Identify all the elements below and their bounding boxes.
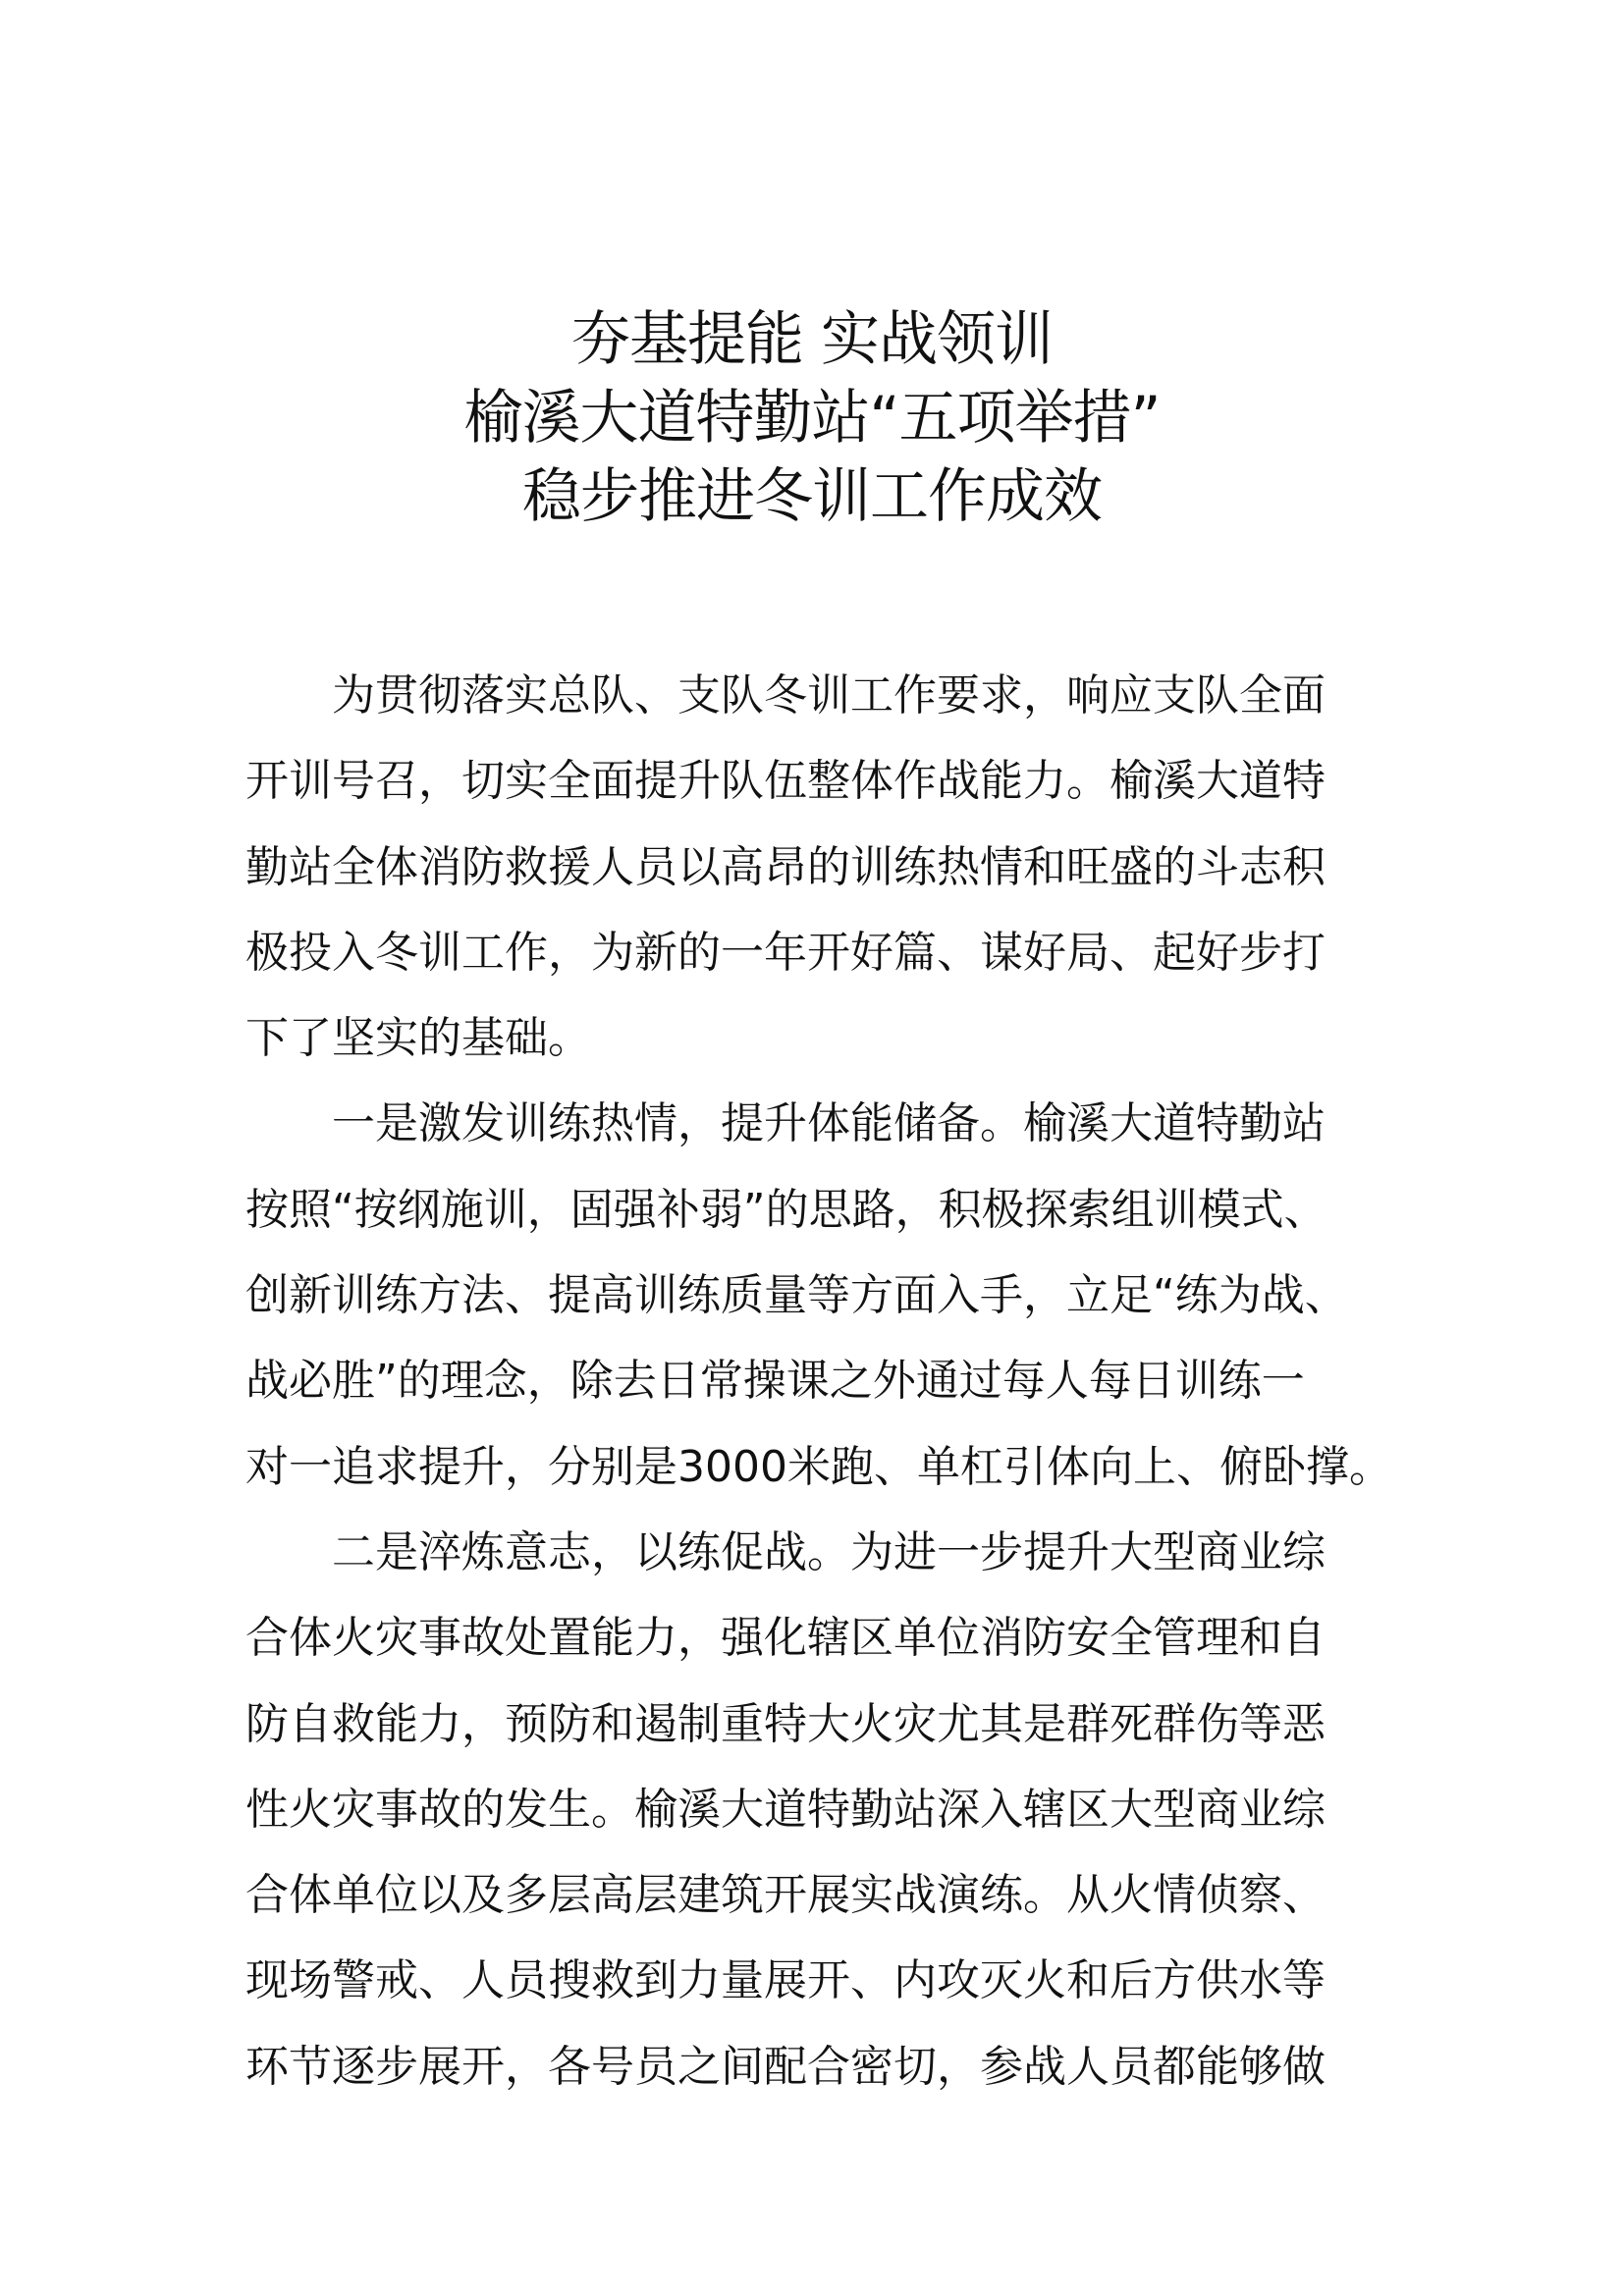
paragraph-line: 合体单位以及多层高层建筑开展实战演练。从火情侦察、 [245, 1870, 1326, 1921]
paragraph-line: 极投入冬训工作，为新的一年开好篇、谋好局、起好步打 [245, 927, 1326, 978]
paragraph-line: 防自救能力，预防和遏制重特大火灾尤其是群死群伤等恶 [245, 1698, 1326, 1749]
paragraph-line: 对一追求提升，分别是3000米跑、单杠引体向上、俯卧撑。 [245, 1441, 1392, 1492]
document-body [245, 653, 1404, 2109]
title-line-2: 榆溪大道特勤站“五项举措” [463, 384, 1161, 453]
paragraph-line: 下了坚实的基础。 [245, 1013, 591, 1064]
paragraph-line: 创新训练方法、提高训练质量等方面入手，立足“练为战、 [245, 1270, 1348, 1321]
paragraph-line: 性火灾事故的发生。榆溪大道特勤站深入辖区大型商业综 [245, 1784, 1326, 1835]
paragraph-line: 一是激发训练热情，提升体能储备。榆溪大道特勤站 [332, 1098, 1326, 1149]
paragraph-line: 环节逐步展开，各号员之间配合密切，参战人员都能够做 [245, 2041, 1326, 2092]
paragraph-line: 按照“按纲施训，固强补弱”的思路，积极探索组训模式、 [245, 1184, 1327, 1235]
title-line-1: 夯基提能 实战领训 [570, 305, 1054, 374]
paragraph-line: 勤站全体消防救援人员以高昂的训练热情和旺盛的斗志积 [245, 841, 1326, 892]
paragraph-line: 现场警戒、人员搜救到力量展开、内攻灭火和后方供水等 [245, 1955, 1326, 2006]
paragraph-measure-two [245, 1510, 1404, 2109]
paragraph-line: 二是淬炼意志，以练促战。为进一步提升大型商业综 [332, 1526, 1326, 1577]
paragraph-line: 开训号召，切实全面提升队伍整体作战能力。榆溪大道特 [245, 756, 1326, 807]
paragraph-line: 为贯彻落实总队、支队冬训工作要求，响应支队全面 [332, 670, 1326, 721]
paragraph-intro [245, 653, 1404, 1081]
paragraph-measure-one [245, 1081, 1404, 1509]
paragraph-line: 合体火灾事故处置能力，强化辖区单位消防安全管理和自 [245, 1613, 1326, 1664]
title-line-3: 稳步推进冬训工作成效 [522, 462, 1102, 531]
document-title [0, 300, 1624, 536]
paragraph-line: 战必胜”的理念，除去日常操课之外通过每人每日训练一 [245, 1356, 1305, 1407]
